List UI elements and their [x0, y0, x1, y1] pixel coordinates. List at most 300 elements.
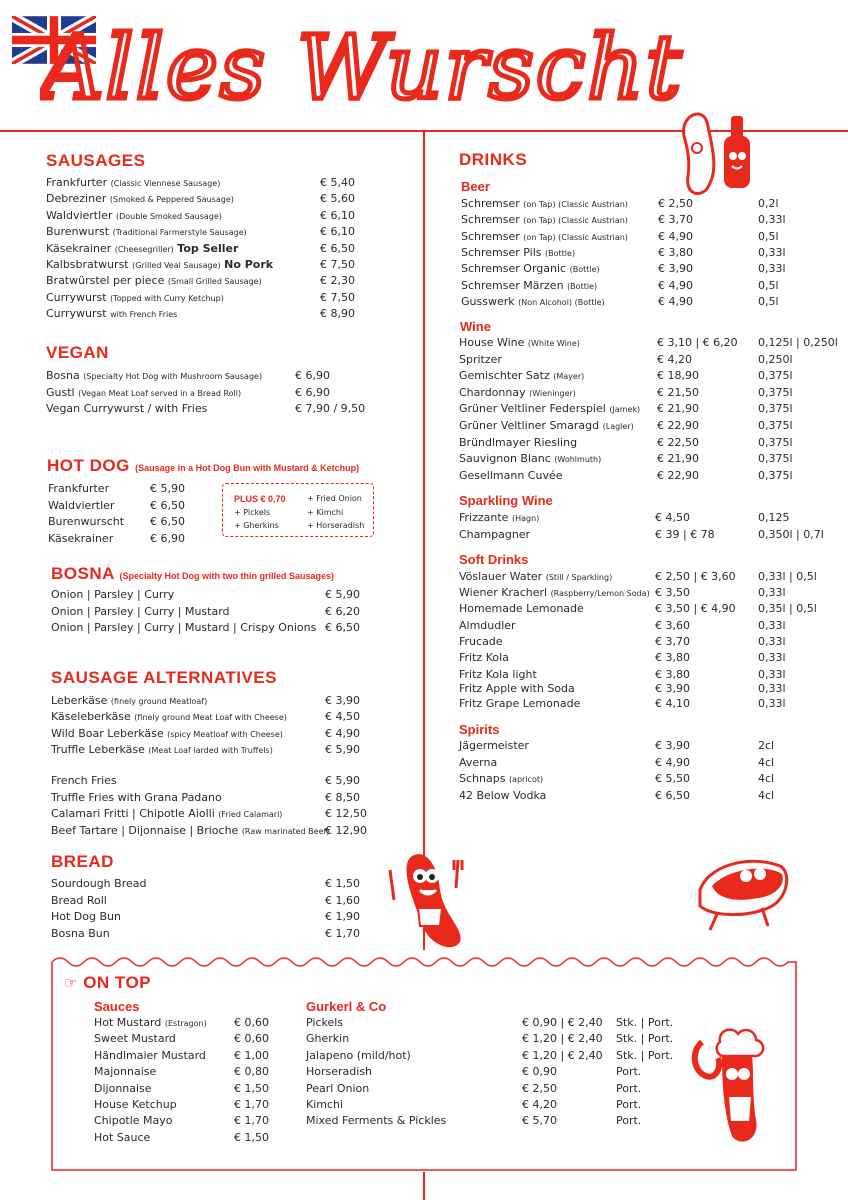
menu-item	[51, 894, 371, 908]
item-size: 0,35l | 0,5l	[758, 602, 817, 615]
menu-item	[51, 694, 371, 708]
item-size: 0,375l	[758, 385, 793, 399]
item-price: € 1,60	[325, 893, 360, 907]
item-note: (Still / Sparkling)	[545, 573, 613, 582]
item-price: € 3,50	[655, 586, 690, 599]
item-name: Gemischter Satz (Mayer)	[459, 369, 585, 383]
drink-item	[459, 419, 839, 433]
item-price: € 6,50	[325, 621, 360, 634]
item-price: € 6,10	[320, 225, 355, 239]
item-name: Beef Tartare | Dijonnaise | Brioche (Raw marinated Beef)	[51, 824, 330, 837]
item-price: € 12,50	[325, 807, 367, 820]
item-name: Hot Mustard (Estragon)	[94, 1016, 207, 1029]
item-note: (Hagn)	[511, 514, 540, 523]
drink-item	[459, 369, 839, 383]
item-name: Majonnaise	[94, 1065, 157, 1079]
sausage-fork-mascot-icon	[382, 846, 472, 954]
item-name: Frankfurter	[48, 482, 110, 495]
item-price: € 3,10 | € 6,20	[657, 336, 738, 349]
item-price: € 6,50	[150, 498, 185, 512]
item-price: € 4,90	[658, 229, 693, 243]
menu-item	[46, 386, 366, 400]
item-name: Wild Boar Leberkäse (spicy Meatloaf with Cheese)	[51, 727, 283, 740]
item-size: 0,375l	[758, 369, 793, 383]
pointing-hand-icon: ☞	[64, 975, 78, 992]
item-size: 0,375l	[758, 402, 793, 416]
item-name: Leberkäse (finely ground Meatloaf)	[51, 694, 208, 707]
menu-item	[51, 791, 371, 805]
item-size: 0,33l	[758, 262, 786, 276]
item-price: € 39 | € 78	[655, 527, 715, 541]
drink-item	[459, 353, 839, 367]
drink-item	[459, 651, 839, 665]
menu-item	[51, 727, 371, 741]
item-price: € 7,90 / 9,50	[295, 402, 366, 415]
item-size: 0,375l	[758, 435, 793, 449]
item-name: Burenwurst (Traditional Farmerstyle Sausage)	[46, 225, 247, 239]
item-name: Schremser Organic (Bottle)	[461, 262, 600, 276]
hotdog-title: HOT DOG	[47, 456, 130, 475]
item-name: Schremser (on Tap) (Classic Austrian)	[461, 197, 628, 210]
item-name: Frankfurter (Classic Viennese Sausage)	[46, 176, 221, 189]
item-name: Schremser Pils (Bottle)	[461, 245, 576, 259]
item-price: € 2,30	[320, 274, 355, 288]
menu-item	[46, 176, 366, 190]
item-name: 42 Below Vodka	[459, 788, 547, 802]
item-name: Fritz Apple with Soda	[459, 682, 575, 695]
item-name: Pickels	[306, 1016, 344, 1029]
item-name: Frucade	[459, 635, 503, 648]
menu-item	[51, 927, 371, 941]
item-price: € 3,80	[658, 245, 693, 259]
item-note: (Estragon)	[164, 1019, 207, 1028]
item-name: Pearl Onion	[306, 1081, 370, 1095]
topping-item	[306, 1049, 676, 1063]
drink-item	[459, 586, 839, 600]
item-price: € 18,90	[657, 369, 699, 383]
topping-item	[306, 1032, 676, 1046]
menu-item	[46, 369, 366, 383]
menu-item	[51, 588, 371, 602]
item-name: Onion | Parsley | Curry	[51, 588, 175, 601]
item-name: Grüner Veltliner Federspiel (Jamek)	[459, 402, 641, 416]
sauce-item	[94, 1065, 284, 1079]
item-price: € 3,60	[655, 619, 690, 632]
item-note: (Raw marinated Beef)	[241, 827, 330, 836]
item-price: € 4,50	[325, 710, 360, 723]
drink-item	[459, 402, 839, 416]
item-size: 0,33l	[758, 651, 786, 664]
item-size: 0,5l	[758, 278, 779, 292]
item-name: Spritzer	[459, 352, 502, 366]
item-size: 0,33l	[758, 697, 786, 710]
item-size: 0,33l	[758, 619, 786, 632]
item-price: € 5,90	[325, 774, 360, 787]
item-price: € 6,90	[150, 531, 185, 545]
item-name: Chardonnay (Wieninger)	[459, 385, 576, 399]
topping-item	[306, 1065, 676, 1079]
item-note: (Wieninger)	[529, 388, 576, 398]
item-name: Onion | Parsley | Curry | Mustard	[51, 604, 230, 618]
sauces-heading: Sauces	[94, 999, 140, 1014]
item-name: Waldviertler	[48, 498, 115, 512]
item-price: € 4,90	[658, 278, 693, 292]
item-name: Händlmaier Mustard	[94, 1048, 206, 1062]
item-size: 0,33l	[758, 682, 786, 695]
item-price: € 7,50	[320, 290, 355, 304]
item-name: Currywurst with French Fries	[46, 307, 178, 321]
drink-item	[461, 230, 841, 244]
item-price: € 1,50	[234, 1130, 269, 1144]
menu-item	[46, 209, 366, 223]
drink-item	[459, 635, 839, 649]
item-note: (on Tap) (Classic Austrian)	[523, 200, 628, 209]
item-note: (Wohlmuth)	[554, 455, 602, 465]
drink-item	[459, 756, 839, 770]
hotdog-mascot-icon	[688, 846, 796, 938]
drink-item	[461, 279, 841, 293]
item-price: € 1,20 | € 2,40	[522, 1032, 603, 1046]
item-price: € 1,20 | € 2,40	[522, 1048, 603, 1062]
item-name: Bread Roll	[51, 893, 107, 907]
menu-item	[46, 274, 366, 288]
drink-item	[461, 197, 841, 211]
item-price: € 2,50	[522, 1081, 557, 1095]
item-name: Horseradish	[306, 1065, 373, 1079]
item-price: € 3,90	[655, 739, 690, 752]
menu-item	[51, 710, 371, 724]
item-price: € 5,70	[522, 1114, 557, 1128]
item-unit: Stk. | Port.	[616, 1032, 674, 1046]
item-size: 0,33l | 0,5l	[758, 570, 817, 583]
item-name: Gusswerk (Non Alcohol) (Bottle)	[461, 294, 605, 308]
drink-item	[459, 619, 839, 633]
sauce-item	[94, 1049, 284, 1063]
item-note: (Bottle)	[545, 248, 576, 258]
plus-opt: + Horseradish	[307, 521, 365, 530]
item-price: € 4,90	[325, 727, 360, 740]
item-name: Käseleberkäse (finely ground Meat Loaf with Cheese)	[51, 710, 287, 723]
item-name: Sourdough Bread	[51, 877, 147, 890]
item-note: (Grilled Veal Sausage)	[132, 261, 221, 270]
item-price: € 0,90	[522, 1065, 557, 1079]
item-price: € 4,20	[522, 1098, 557, 1111]
item-price: € 8,90	[320, 307, 355, 321]
drink-item	[461, 262, 841, 276]
item-price: € 3,70	[655, 635, 690, 648]
drink-item	[459, 682, 839, 696]
item-price: € 7,50	[320, 258, 355, 271]
item-unit: Stk. | Port.	[616, 1048, 674, 1062]
item-price: € 0,60	[234, 1016, 269, 1029]
item-price: € 8,50	[325, 791, 360, 804]
menu-item	[51, 910, 371, 924]
menu-item	[46, 225, 366, 239]
item-price: € 22,50	[657, 435, 699, 449]
item-price: € 5,50	[655, 772, 690, 785]
item-name: Kalbsbratwurst (Grilled Veal Sausage) No Pork	[46, 258, 274, 271]
item-name: House Ketchup	[94, 1098, 177, 1111]
menu-item	[51, 824, 371, 838]
item-note: (Vegan Meat Loaf served in a Bread Roll)	[78, 389, 242, 398]
drink-item	[459, 436, 839, 450]
item-tag: Top Seller	[177, 241, 239, 255]
drink-item	[459, 386, 839, 400]
item-note: (Topped with Curry Ketchup)	[110, 293, 224, 303]
item-note: (apricot)	[508, 775, 544, 784]
item-price: € 4,90	[658, 294, 693, 308]
drink-item	[459, 789, 839, 803]
item-price: € 21,50	[657, 385, 699, 399]
plus-label: PLUS € 0,70	[234, 494, 286, 504]
item-price: € 0,80	[234, 1065, 269, 1079]
item-price: € 6,10	[320, 208, 355, 222]
item-name: Schremser (on Tap) (Classic Austrian)	[461, 213, 628, 227]
item-price: € 1,70	[234, 1114, 269, 1128]
item-note: (Meat Loaf larded with Truffels)	[148, 746, 273, 755]
sauce-item	[94, 1082, 284, 1096]
drink-item	[459, 668, 839, 682]
item-size: 4cl	[758, 755, 775, 769]
item-size: 0,375l	[758, 468, 793, 482]
menu-item	[48, 515, 218, 529]
item-name: Chipotle Mayo	[94, 1114, 173, 1128]
beer-heading: Beer	[461, 179, 490, 194]
drink-item	[459, 697, 839, 711]
svg-text:Alles Wurscht: Alles Wurscht	[40, 18, 684, 118]
gurkerl-heading: Gurkerl & Co	[306, 999, 387, 1014]
item-price: € 3,80	[655, 668, 690, 681]
item-price: € 5,60	[320, 192, 355, 206]
item-size: 0,125l | 0,250l	[758, 336, 838, 349]
item-price: € 1,90	[325, 910, 360, 924]
item-note: (Classic Viennese Sausage)	[110, 179, 221, 188]
drink-item	[459, 772, 839, 786]
item-note: (Bottle)	[567, 281, 598, 291]
item-name: Frizzante (Hagn)	[459, 511, 540, 524]
item-name: Schremser (on Tap) (Classic Austrian)	[461, 229, 628, 243]
menu-item	[48, 532, 218, 546]
item-price: € 3,90	[658, 262, 693, 276]
item-note: (Double Smoked Sausage)	[115, 211, 222, 221]
item-name: Champagner	[459, 527, 531, 541]
item-name: French Fries	[51, 774, 117, 787]
item-name: Wiener Kracherl (Raspberry/Lemon Soda)	[459, 586, 650, 599]
item-name: Bründlmayer Riesling	[459, 435, 578, 449]
item-name: Jägermeister	[459, 739, 529, 752]
drink-item	[459, 511, 839, 525]
item-note: (Non Alcohol) (Bottle)	[518, 297, 605, 307]
item-name: Käsekrainer	[48, 531, 114, 545]
item-name: Currywurst (Topped with Curry Ketchup)	[46, 290, 224, 304]
item-note: (Smoked & Peppered Sausage)	[109, 195, 234, 205]
item-price: € 21,90	[657, 402, 699, 416]
drink-item	[459, 469, 839, 483]
item-size: 0,375l	[758, 452, 793, 466]
item-name: Gesellmann Cuvée	[459, 468, 563, 482]
drink-item	[459, 336, 839, 350]
menu-item	[46, 242, 366, 256]
plus-opt: + Gherkins	[234, 521, 279, 530]
sauce-item	[94, 1016, 284, 1030]
sparkling-heading: Sparkling Wine	[459, 493, 553, 508]
item-size: 0,2l	[758, 197, 779, 210]
item-price: € 3,80	[655, 651, 690, 664]
item-note: (spicy Meatloaf with Cheese)	[167, 730, 283, 739]
drink-item	[459, 528, 839, 542]
item-name: Fritz Kola	[459, 651, 509, 664]
item-size: 0,350l | 0,7l	[758, 527, 824, 541]
item-name: Grüner Veltliner Smaragd (Lagler)	[459, 419, 634, 432]
sauce-item	[94, 1098, 284, 1112]
item-note: (Traditional Farmerstyle Sausage)	[112, 228, 247, 238]
item-price: € 4,10	[655, 697, 690, 710]
item-note: (Cheesegriller)	[114, 244, 174, 254]
item-name: Dijonnaise	[94, 1081, 152, 1095]
item-name: House Wine (White Wine)	[459, 336, 580, 349]
item-note: (Jamek)	[609, 405, 641, 415]
item-name: Truffle Leberkäse (Meat Loaf larded with Truffels)	[51, 743, 273, 756]
hotdog-note: (Sausage in a Hot Dog Bun with Mustard & Ketchup)	[135, 463, 360, 473]
item-name: Debreziner (Smoked & Peppered Sausage)	[46, 192, 234, 206]
item-size: 4cl	[758, 772, 775, 785]
item-name: Fritz Grape Lemonade	[459, 697, 581, 710]
bosna-heading	[51, 564, 334, 584]
bread-heading: BREAD	[51, 852, 114, 871]
item-size: 4cl	[758, 788, 775, 802]
sausages-heading: SAUSAGES	[46, 151, 146, 170]
item-name: Fritz Kola light	[459, 668, 537, 681]
item-note: (Small Grilled Sausage)	[167, 277, 262, 287]
item-price: € 1,50	[325, 877, 360, 890]
item-price: € 5,90	[325, 743, 360, 756]
item-note: (finely ground Meat Loaf with Cheese)	[134, 713, 287, 722]
item-size: 0,33l	[758, 245, 786, 259]
item-price: € 5,90	[150, 482, 185, 495]
item-unit: Port.	[616, 1114, 642, 1128]
item-price: € 22,90	[657, 468, 699, 482]
item-note: (Specialty Hot Dog with Mushroom Sausage)	[83, 372, 263, 381]
item-price: € 1,70	[234, 1098, 269, 1111]
plus-opt: + Pickels	[234, 508, 271, 517]
item-unit: Port.	[616, 1065, 642, 1079]
item-name: Sauvignon Blanc (Wohlmuth)	[459, 452, 602, 466]
item-price: € 4,50	[655, 511, 690, 524]
item-note: (on Tap) (Classic Austrian)	[523, 216, 628, 226]
item-note: with French Fries	[110, 310, 178, 320]
item-note: (Fried Calamari)	[218, 810, 283, 819]
item-price: € 0,60	[234, 1032, 269, 1046]
item-price: € 3,90	[325, 694, 360, 707]
menu-item	[46, 307, 366, 321]
sauce-item	[94, 1114, 284, 1128]
menu-item	[51, 877, 371, 891]
topping-item	[306, 1098, 676, 1112]
item-price: € 12,90	[325, 824, 367, 837]
drink-item	[459, 452, 839, 466]
plus-opt: + Kimchi	[307, 508, 344, 517]
item-name: Käsekrainer (Cheesegriller) Top Seller	[46, 241, 239, 255]
item-name: Schremser Märzen (Bottle)	[461, 278, 598, 292]
wine-heading: Wine	[460, 319, 491, 334]
item-price: € 21,90	[657, 452, 699, 466]
plus-opt: + Fried Onion	[307, 494, 362, 503]
menu-item	[51, 605, 371, 619]
item-unit: Port.	[616, 1098, 642, 1111]
item-tag: No Pork	[224, 258, 274, 271]
item-size: 0,33l	[758, 213, 786, 227]
menu-item	[46, 402, 366, 416]
item-name: Gherkin	[306, 1032, 350, 1046]
item-price: € 1,50	[234, 1081, 269, 1095]
item-size: 0,5l	[758, 229, 779, 243]
topping-item	[306, 1114, 676, 1128]
item-name: Jalapeno (mild/hot)	[306, 1048, 411, 1062]
item-price: € 1,00	[234, 1048, 269, 1062]
menu-item	[51, 774, 371, 788]
menu-item	[51, 807, 371, 821]
item-price: € 6,90	[295, 386, 330, 399]
item-price: € 0,90 | € 2,40	[522, 1016, 603, 1029]
topping-item	[306, 1082, 676, 1096]
item-note: (Raspberry/Lemon Soda)	[550, 589, 650, 598]
item-name: Averna	[459, 755, 498, 769]
item-price: € 2,50 | € 3,60	[655, 570, 736, 583]
item-note: (Bottle)	[569, 265, 600, 275]
item-name: Mixed Ferments & Pickles	[306, 1114, 447, 1128]
item-name: Homemade Lemonade	[459, 602, 584, 615]
drink-item	[459, 570, 839, 584]
item-note: (Mayer)	[553, 372, 585, 382]
item-price: € 6,50	[150, 515, 185, 528]
item-size: 0,375l	[758, 419, 793, 432]
item-name: Waldviertler (Double Smoked Sausage)	[46, 208, 222, 222]
drink-item	[461, 295, 841, 309]
chef-sausage-mascot-icon	[682, 1024, 782, 1148]
item-price: € 6,90	[295, 369, 330, 382]
spirits-heading: Spirits	[459, 722, 500, 737]
item-note: (White Wine)	[527, 339, 580, 348]
menu-item	[51, 621, 371, 635]
item-price: € 6,50	[320, 241, 355, 255]
item-name: Onion | Parsley | Curry | Mustard | Crispy Onions	[51, 621, 317, 634]
item-size: 0,5l	[758, 294, 779, 308]
item-name: Kimchi	[306, 1098, 344, 1111]
item-price: € 22,90	[657, 419, 699, 432]
item-price: € 4,90	[655, 755, 690, 769]
item-price: € 4,20	[657, 352, 692, 366]
menu-item	[48, 482, 218, 496]
ontop-title: ON TOP	[83, 973, 152, 992]
menu-item	[51, 743, 371, 757]
plus-addons-box	[222, 483, 374, 537]
sauce-item	[94, 1032, 284, 1046]
item-name: Bratwürstel per piece (Small Grilled Sausage)	[46, 274, 262, 288]
menu-item	[46, 192, 366, 206]
item-note: (finely ground Meatloaf)	[110, 697, 208, 706]
item-size: 0,33l	[758, 635, 786, 648]
item-price: € 2,50	[658, 197, 693, 210]
item-name: Gustl (Vegan Meat Loaf served in a Bread Roll)	[46, 386, 242, 399]
item-price: € 3,70	[658, 213, 693, 227]
item-name: Truffle Fries with Grana Padano	[51, 791, 222, 804]
item-size: 0,250l	[758, 352, 793, 366]
item-price: € 3,50 | € 4,90	[655, 602, 736, 615]
item-price: € 5,90	[325, 588, 360, 601]
alternatives-heading: SAUSAGE ALTERNATIVES	[51, 668, 277, 687]
item-name: Sweet Mustard	[94, 1032, 176, 1046]
item-name: Vöslauer Water (Still / Sparkling)	[459, 570, 613, 583]
